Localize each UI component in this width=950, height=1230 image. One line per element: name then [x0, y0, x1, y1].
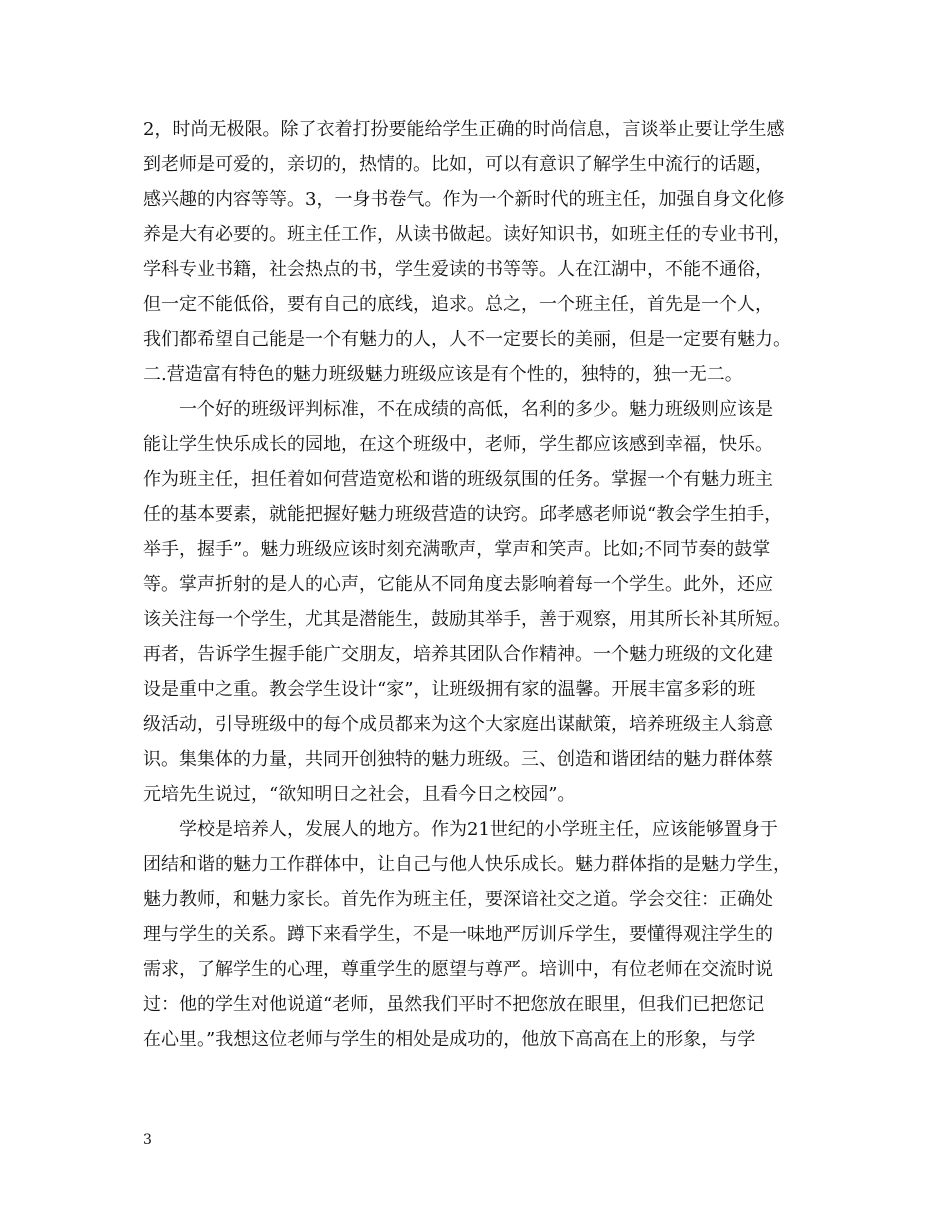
- text-line: 设是重中之重。教会学生设计“家”，让班级拥有家的温馨。开展丰富多彩的班: [143, 679, 756, 700]
- text-line: 任的基本要素，就能把握好魅力班级营造的诀窍。邱孝感老师说“教会学生拍手，: [143, 504, 783, 525]
- text-line: 在心里。”我想这位老师与学生的相处是成功的，他放下高高在上的形象，与学: [143, 1029, 756, 1050]
- text-line: 养是大有必要的。班主任工作，从读书做起。读好知识书，如班主任的专业书刊，: [143, 224, 791, 245]
- text-line: 过：他的学生对他说道“老师，虽然我们平时不把您放在眼里，但我们已把您记: [143, 994, 765, 1015]
- text-line: 一个好的班级评判标准，不在成绩的高低，名利的多少。魅力班级则应该是: [143, 399, 773, 420]
- text-line: 能让学生快乐成长的园地，在这个班级中，老师，学生都应该感到幸福，快乐。: [143, 434, 773, 455]
- text-line: 到老师是可爱的，亲切的，热情的。比如，可以有意识了解学生中流行的话题，: [143, 154, 773, 175]
- body-text: [143, 112, 823, 1057]
- text-line: 识。集集体的力量，共同开创独特的魅力班级。三、创造和谐团结的魅力群体蔡: [143, 749, 773, 770]
- text-line: 需求，了解学生的心理，尊重学生的愿望与尊严。培训中，有位老师在交流时说: [143, 959, 773, 980]
- text-line: 我们都希望自己能是一个有魅力的人，人不一定要长的美丽，但是一定要有魅力。: [143, 329, 791, 350]
- text-line: 感兴趣的内容等等。3，一身书卷气。作为一个新时代的班主任，加强自身文化修: [143, 189, 785, 210]
- text-line: 举手，握手”。魅力班级应该时刻充满歌声，掌声和笑声。比如;不同节奏的鼓掌: [143, 539, 771, 560]
- text-line: 作为班主任，担任着如何营造宽松和谐的班级氛围的任务。掌握一个有魅力班主: [143, 469, 773, 490]
- text-line: 该关注每一个学生，尤其是潜能生，鼓励其举手，善于观察，用其所长补其所短。: [143, 609, 791, 630]
- text-line: 再者，告诉学生握手能广交朋友，培养其团队合作精神。一个魅力班级的文化建: [143, 644, 773, 665]
- text-line: 元培先生说过，“欲知明日之社会，且看今日之校园”。: [143, 784, 576, 805]
- text-line: 学校是培养人，发展人的地方。作为21世纪的小学班主任，应该能够置身于: [143, 819, 778, 840]
- text-line: 魅力教师，和魅力家长。首先作为班主任，要深谙社交之道。学会交往：正确处: [143, 889, 773, 910]
- text-line: 学科专业书籍，社会热点的书，学生爱读的书等等。人在江湖中，不能不通俗，: [143, 259, 773, 280]
- text-line: 等。掌声折射的是人的心声，它能从不同角度去影响着每一个学生。此外，还应: [143, 574, 773, 595]
- text-line: 理与学生的关系。蹲下来看学生，不是一味地严厉训斥学生，要懂得观注学生的: [143, 924, 773, 945]
- page-number: 3: [143, 1132, 152, 1148]
- text-line: 2，时尚无极限。除了衣着打扮要能给学生正确的时尚信息，言谈举止要让学生感: [143, 119, 785, 140]
- text-line: 但一定不能低俗，要有自己的底线，追求。总之，一个班主任，首先是一个人，: [143, 294, 773, 315]
- text-line: 团结和谐的魅力工作群体中，让自己与他人快乐成长。魅力群体指的是魅力学生，: [143, 854, 791, 875]
- text-line: 级活动，引导班级中的每个成员都来为这个大家庭出谋献策，培养班级主人翁意: [143, 714, 773, 735]
- text-line: 二.营造富有特色的魅力班级魅力班级应该是有个性的，独特的，独一无二。: [143, 364, 743, 385]
